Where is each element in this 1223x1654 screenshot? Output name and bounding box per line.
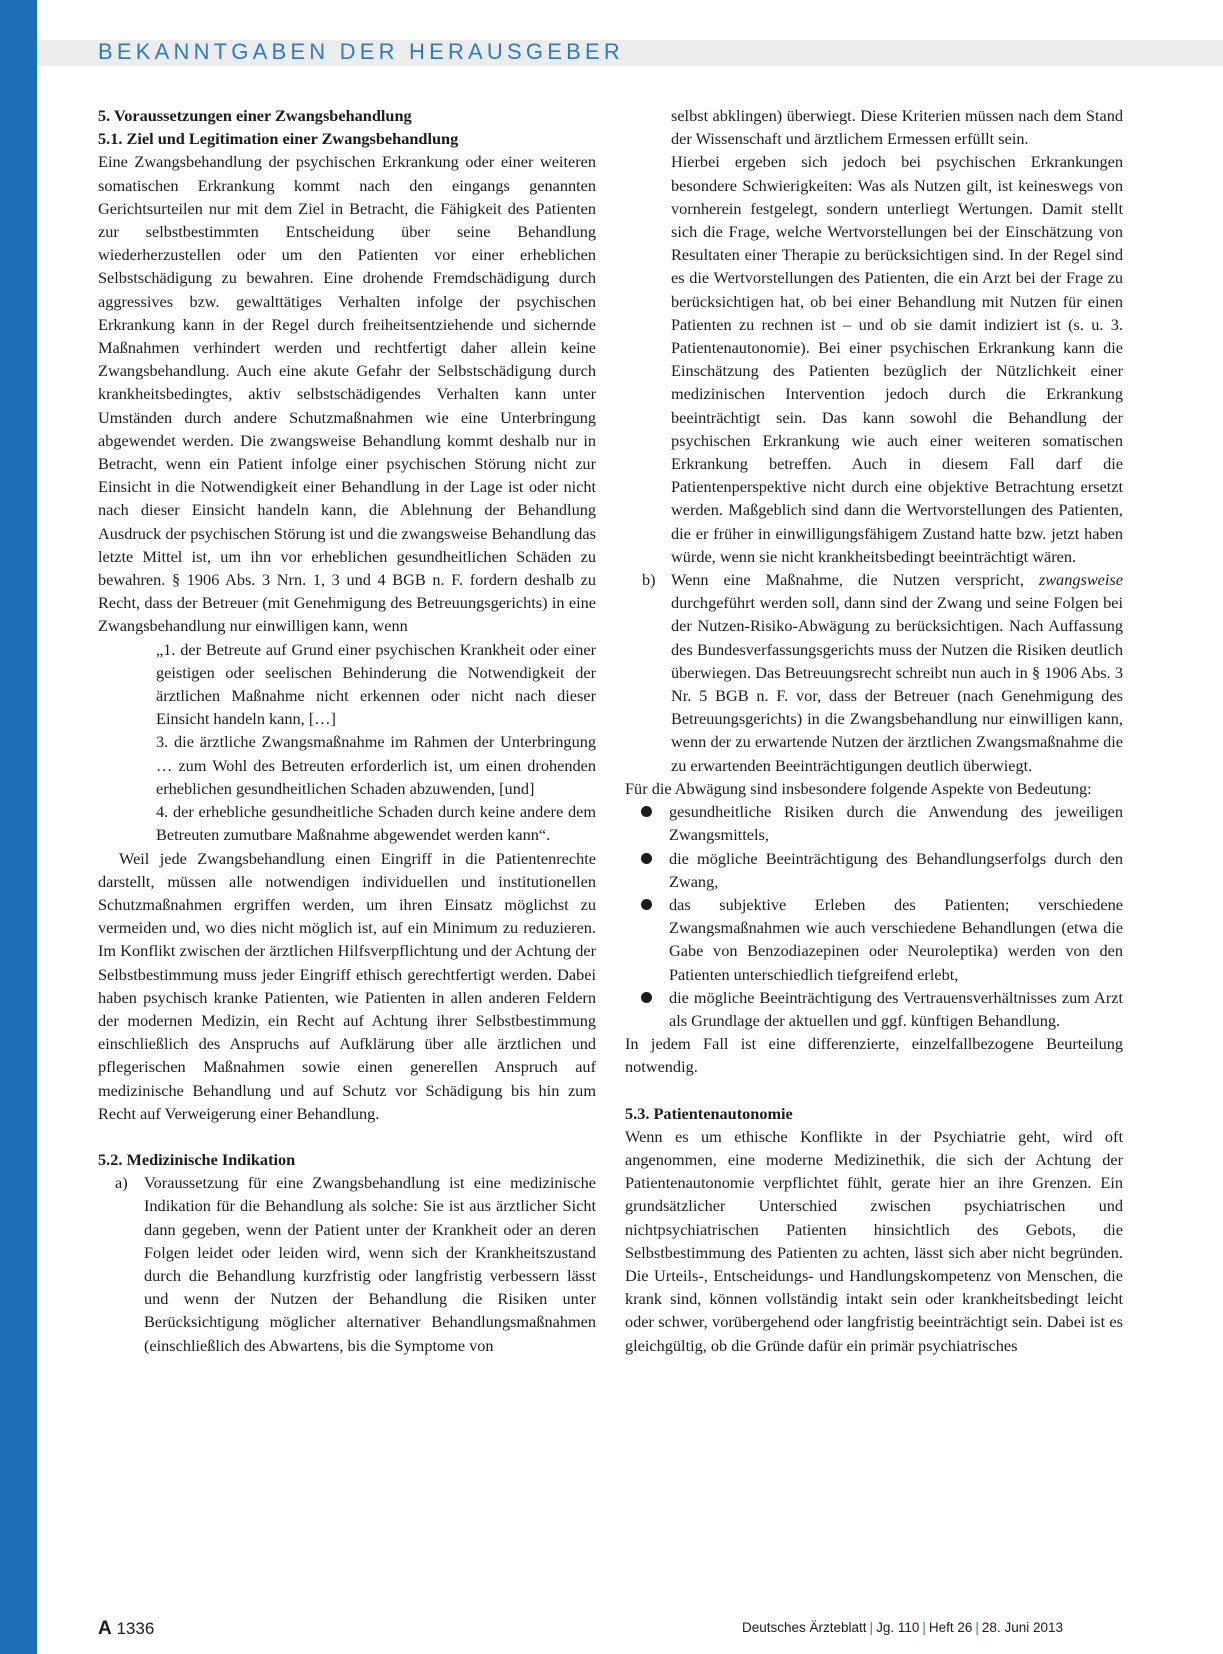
bullet-text: das subjektive Erleben des Patienten; verschiedene Zwangsmaßnahmen wie auch verschiedene Behandlungen (etwa die Gabe von Benzodiazepinen oder Neuroleptika) werden von den Patienten unterschiedlich tiefgreifend erlebt, [669, 894, 1123, 984]
journal-date: 28. Juni 2013 [981, 1620, 1063, 1635]
bullet-text: die mögliche Beeinträchtigung des Vertrauensverhältnisses zum Arzt als Grundlage der aktuellen und ggf. künftigen Behandlung. [669, 987, 1123, 1030]
heading-section-5-2: 5.2. Medizinische Indikation [98, 1149, 296, 1169]
bullet-icon [641, 853, 652, 864]
list-item-a-continued: selbst abklingen) überwiegt. Diese Kriterien müssen nach dem Stand der Wissenschaft und ärztlichem Ermessen erfüllt sein. [671, 106, 1123, 149]
bullet-text: gesundheitliche Risiken durch die Anwendung des jeweiligen Zwangsmittels, [669, 802, 1123, 845]
list-item-a [98, 1171, 596, 1357]
list-label-a: a) [115, 1173, 128, 1193]
list-item-b [625, 568, 1123, 777]
list-item-a-text: Voraussetzung für eine Zwangsbehandlung ist eine medizinische Indikation für die Behandlung als solche: Sie ist aus ärztlicher Sicht dann gegeben, wenn der Patient unter der Krankheit oder an deren Folgen leidet oder leiden wird, wenn sich der Krankheitszustand durch die Behandlung kurzfristig oder langfristig verbessern lässt und wenn der Nutzen der Behandlung die Risiken unter Berücksichtigung möglicher alternativer Behandlungsmaßnahmen (einschließlich des Abwartens, bis die Symptome von [144, 1173, 596, 1355]
page-prefix: A [98, 1618, 112, 1639]
journal-issue: Heft 26 [928, 1620, 973, 1635]
bullet-item [639, 893, 1123, 986]
list-item-b-text-pre: Wenn eine Maßnahme, die Nutzen verspricht, [671, 570, 1039, 590]
paragraph-5-1-rights: Weil jede Zwangsbehandlung einen Eingriff in die Patientenrechte darstellt, müssen alle notwendigen individuellen und institutionellen Schutzmaßnahmen ergriffen werden, um ihren Einsatz möglichst zu vermeiden und, wo dies nicht möglich ist, auf ein Minimum zu reduzieren. Im Konflikt zwischen der ärztlichen Hilfsverpflichtung und der Achtung der Selbstbestimmung muss jeder Eingriff ethisch gerechtfertigt werden. Dabei haben psychisch kranke Patienten, wie Patienten in allen anderen Feldern der modernen Medizin, ein Recht auf Achtung ihrer Selbstbestimmung einschließlich des Anspruchs auf Aufklärung über alle ärztlichen und pflegerischen Maßnahmen sowie einen generellen Anspruch auf medizinische Behandlung und auf Schutz vor Schädigung bis hin zum Recht auf Verweigerung einer Behandlung. [98, 848, 596, 1123]
spacer [625, 1079, 1123, 1102]
spacer [98, 1125, 596, 1148]
bullet-icon [641, 806, 652, 817]
paragraph-conclusion: In jedem Fall ist eine differenzierte, einzelfallbezogene Beurteilung notwendig. [625, 1034, 1123, 1077]
list-item-a-paragraph-2: Hierbei ergeben sich jedoch bei psychischen Erkrankungen besondere Schwierigkeiten: Was als Nutzen gilt, ist keineswegs von vornherein festgelegt, sondern unterliegt Wertungen. Damit stellt sich die Frage, welche Wertvorstellungen bei der Einschätzung von Resultaten einer Therapie zu berücksichtigen sind. In der Regel sind es die Wertvorstellungen des Patienten, die ein Arzt bei der Frage zu berücksichtigen hat, ob bei einer Behandlung mit Nutzen für einen Patienten zu rechnen ist – und ob sie damit indiziert ist (s. u. 3. Patientenautonomie). Bei einer psychischen Erkrankung kann die Einschätzung des Patienten bezüglich der Nützlichkeit einer medizinischen Intervention jedoch durch die Erkrankung beeinträchtigt sein. Das kann sowohl die Behandlung der psychischen Erkrankung wie auch einer weiteren somatischen Erkrankung betreffen. Auch in diesem Fall darf die Patientenperspektive nicht durch eine objektive Betrachtung ersetzt werden. Maßgeblich sind dann die Wertvorstellungen des Patienten, die er früher in einwilligungsfähigem Zustand hatte bzw. jetzt haben würde, wenn sie nicht krankheitsbedingt beeinträchtigt wären. [671, 152, 1123, 566]
heading-section-5-1: 5.1. Ziel und Legitimation einer Zwangsbehandlung [98, 129, 459, 149]
list-item-b-text-post: durchgeführt werden soll, dann sind der Zwang und seine Folgen bei der Nutzen-Risiko-Abwägung zu berücksichtigen. Nach Auffassung des Bundesverfassungsgerichts muss der Nutzen die Risiken deutlich überwiegen. Das Betreuungsrecht schreibt nun auch in § 1906 Abs. 3 Nr. 5 BGB n. F. vor, dass der Betreuer (nach Genehmigung des Betreuungsgerichts) in die Zwangsbehandlung nur einwilligen kann, wenn der zu erwartende Nutzen der ärztlichen Zwangsmaßnahme die zu erwartenden Beeinträchtigungen deutlich überwiegt. [671, 593, 1123, 775]
paragraph-abwaegung: Für die Abwägung sind insbesondere folgende Aspekte von Bedeutung: [625, 778, 1092, 798]
journal-citation [742, 1620, 1063, 1635]
separator: | [869, 1620, 874, 1635]
bullet-item [639, 847, 1123, 893]
journal-name: Deutsches Ärzteblatt [741, 1620, 867, 1635]
bullet-item [639, 986, 1123, 1032]
journal-volume: Jg. 110 [876, 1620, 920, 1635]
heading-section-5: 5. Voraussetzungen einer Zwangsbehandlung [98, 106, 412, 125]
list-item-b-emphasis: zwangsweise [1038, 570, 1123, 590]
bullet-text: die mögliche Beeinträchtigung des Behandlungserfolgs durch den Zwang, [669, 848, 1123, 891]
section-header: BEKANNTGABEN DER HERAUSGEBER [98, 39, 624, 64]
side-color-bar [0, 0, 37, 1654]
bullet-icon [641, 899, 652, 910]
quote-item-1: „1. der Betreute auf Grund einer psychischen Krankheit oder einer geistigen oder seelischen Behinderung die Notwendigkeit der ärztlichen Maßnahme nicht erkennen oder nicht nach dieser Einsicht handeln kann, […] [156, 639, 596, 729]
bullet-icon [641, 992, 652, 1003]
paragraph-5-3: Wenn es um ethische Konflikte in der Psychiatrie geht, wird oft angenommen, eine moderne Medizinethik, die sich der Achtung der Patientenautonomie verpflichtet fühlt, gerate hier an ihre Grenzen. Ein grundsätzlicher Unterschied zwischen psychiatrischen und nichtpsychiatrischen Patienten hinsichtlich des Gebots, die Selbstbestimmung des Patienten zu achten, lässt sich aber nicht begründen. Die Urteils-, Entscheidungs- und Handlungskompetenz von Menschen, die krank sind, können vollständig intakt sein oder krankheitsbedingt leicht oder schwer, vorübergehend oder langfristig beeinträchtigt sein. Dabei ist es gleichgültig, ob die Gründe dafür ein primär psychiatrisches [625, 1126, 1123, 1355]
left-column [98, 104, 596, 1357]
right-column [625, 104, 1123, 1357]
page-number [98, 1618, 154, 1640]
paragraph-5-1-intro: Eine Zwangsbehandlung der psychischen Erkrankung oder einer weiteren somatischen Erkrankung kommt nach den eingangs genannten Gerichtsurteilen nur mit dem Ziel in Betracht, die Fähigkeit des Patienten zur selbstbestimmten Entscheidung über seine Behandlung wiederherzustellen oder um den Patienten vor einer erheblichen Selbstschädigung zu bewahren. Eine drohende Fremdschädigung durch aggressives bzw. gewalttätiges Verhalten infolge der psychischen Erkrankung kann in der Regel durch freiheitsentziehende und sichernde Maßnahmen verhindert werden und rechtfertigt daher allein keine Zwangsbehandlung. Auch eine akute Gefahr der Selbstschädigung durch krankheitsbedingtes, aktiv selbstschädigendes Verhalten kann unter Umständen durch andere Schutzmaßnahmen wie eine Unterbringung abgewendet werden. Die zwangsweise Behandlung kommt deshalb nur in Betracht, wenn ein Patient infolge einer psychischen Störung nicht zur Einsicht in die Notwendigkeit einer Behandlung in der Lage ist oder nicht nach dieser Einsicht handeln kann, die Ablehnung der Behandlung Ausdruck der psychischen Störung ist und die zwangsweise Behandlung das letzte Mittel ist, um ihn vor erheblichen gesundheitlichen Schäden zu bewahren. § 1906 Abs. 3 Nrn. 1, 3 und 4 BGB n. F. fordern deshalb zu Recht, dass der Betreuer (mit Genehmigung des Betreuungsgerichts) in eine Zwangsbehandlung nur einwilligen kann, wenn [98, 152, 596, 636]
page-number-value: 1336 [116, 1619, 155, 1638]
separator: | [922, 1620, 926, 1635]
quote-item-3: 3. die ärztliche Zwangsmaßnahme im Rahmen der Unterbringung … zum Wohl des Betreuten erforderlich ist, um einen drohenden erheblichen gesundheitlichen Schaden abzuwenden, [und] [156, 732, 596, 798]
list-label-b: b) [642, 570, 656, 590]
separator: | [975, 1620, 979, 1635]
bullet-item [639, 800, 1123, 846]
quote-item-4: 4. der erhebliche gesundheitliche Schaden durch keine andere dem Betreuten zumutbare Maßnahme abgewendet werden kann“. [156, 802, 596, 845]
heading-section-5-3: 5.3. Patientenautonomie [625, 1103, 793, 1123]
